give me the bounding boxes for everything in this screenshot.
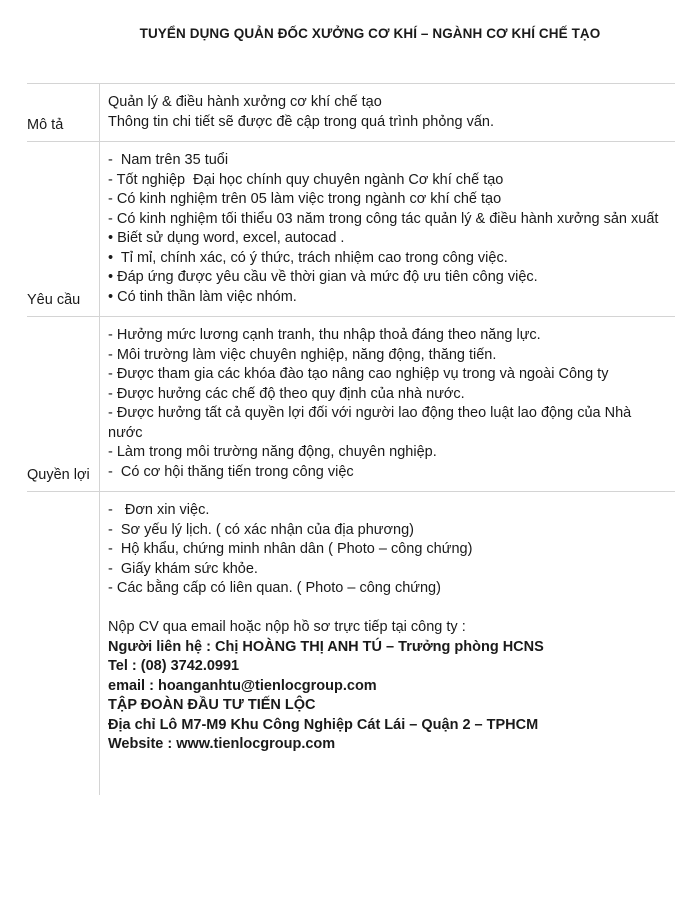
requirement-line: • Đáp ứng được yêu cầu về thời gian và mức độ ưu tiên công việc. (108, 269, 538, 285)
contact-person: Người liên hệ : Chị HOÀNG THỊ ANH TÚ – Trưởng phòng HCNS (108, 638, 544, 655)
row-application (27, 492, 675, 795)
requirement-line: - Có kinh nghiệm tối thiểu 03 năm trong công tác quản lý & điều hành xưởng sản xuất (108, 210, 659, 227)
contact-phone: Tel : (08) 3742.0991 (108, 658, 240, 674)
description-line: Thông tin chi tiết sẽ được đề cập trong quá trình phỏng vấn. (108, 113, 494, 130)
company-website: Website : www.tienlocgroup.com (108, 736, 336, 752)
description-line: Quản lý & điều hành xưởng cơ khí chế tạo (108, 94, 382, 110)
requirement-line: - Nam trên 35 tuổi (108, 152, 229, 168)
document-line: - Giấy khám sức khỏe. (108, 560, 258, 577)
requirement-line: - Có kinh nghiệm trên 05 làm việc trong ngành cơ khí chế tạo (108, 191, 502, 207)
job-table (27, 83, 675, 795)
requirements-content (99, 142, 675, 316)
label-description: Mô tả (27, 117, 64, 133)
row-description (27, 84, 675, 142)
benefit-line: - Có cơ hội thăng tiến trong công việc (108, 463, 354, 480)
page-title: TUYỂN DỤNG QUẢN ĐỐC XƯỞNG CƠ KHÍ – NGÀNH CƠ KHÍ CHẾ TẠO (139, 26, 601, 41)
contact-email: email : hoanganhtu@tienlocgroup.com (108, 677, 377, 694)
requirement-line: • Tỉ mỉ, chính xác, có ý thức, trách nhiệm cao trong công việc. (108, 249, 508, 266)
benefit-line: - Được hưởng các chế độ theo quy định của nhà nước. (108, 385, 465, 402)
requirement-line: - Tốt nghiệp Đại học chính quy chuyên ngành Cơ khí chế tạo (108, 171, 504, 188)
spacer (108, 599, 665, 619)
benefit-line: - Được tham gia các khóa đào tạo nâng cao nghiệp vụ trong và ngoài Công ty (108, 366, 609, 382)
benefits-content (99, 317, 675, 491)
benefit-line: - Làm trong môi trường năng động, chuyên nghiệp. (108, 444, 437, 460)
label-benefits: Quyền lợi (27, 467, 90, 483)
company-address: Địa chỉ Lô M7-M9 Khu Công Nghiệp Cát Lái – Quận 2 – TPHCM (108, 716, 539, 733)
label-requirements: Yêu cầu (27, 292, 81, 308)
row-requirements (27, 142, 675, 317)
label-application (27, 492, 99, 795)
benefit-line: - Được hưởng tất cả quyền lợi đối với người lao động theo luật lao động của Nhà nước (108, 405, 636, 441)
application-content (99, 492, 675, 795)
submit-note: Nộp CV qua email hoặc nộp hồ sơ trực tiếp tại công ty : (108, 619, 466, 635)
description-content (99, 84, 675, 141)
requirement-line: • Có tinh thần làm việc nhóm. (108, 288, 297, 305)
company-name: TẬP ĐOÀN ĐẦU TƯ TIẾN LỘC (108, 697, 316, 713)
row-benefits (27, 317, 675, 492)
document-line: - Sơ yếu lý lịch. ( có xác nhận của địa phương) (108, 521, 414, 538)
document-line: - Các bằng cấp có liên quan. ( Photo – công chứng) (108, 580, 441, 596)
requirement-line: • Biết sử dụng word, excel, autocad . (108, 230, 345, 246)
document-line: - Hộ khẩu, chứng minh nhân dân ( Photo – công chứng) (108, 541, 473, 557)
benefit-line: - Môi trường làm việc chuyên nghiệp, năng động, thăng tiến. (108, 346, 497, 363)
benefit-line: - Hưởng mức lương cạnh tranh, thu nhập thoả đáng theo năng lực. (108, 327, 541, 343)
document-line: - Đơn xin việc. (108, 502, 210, 518)
